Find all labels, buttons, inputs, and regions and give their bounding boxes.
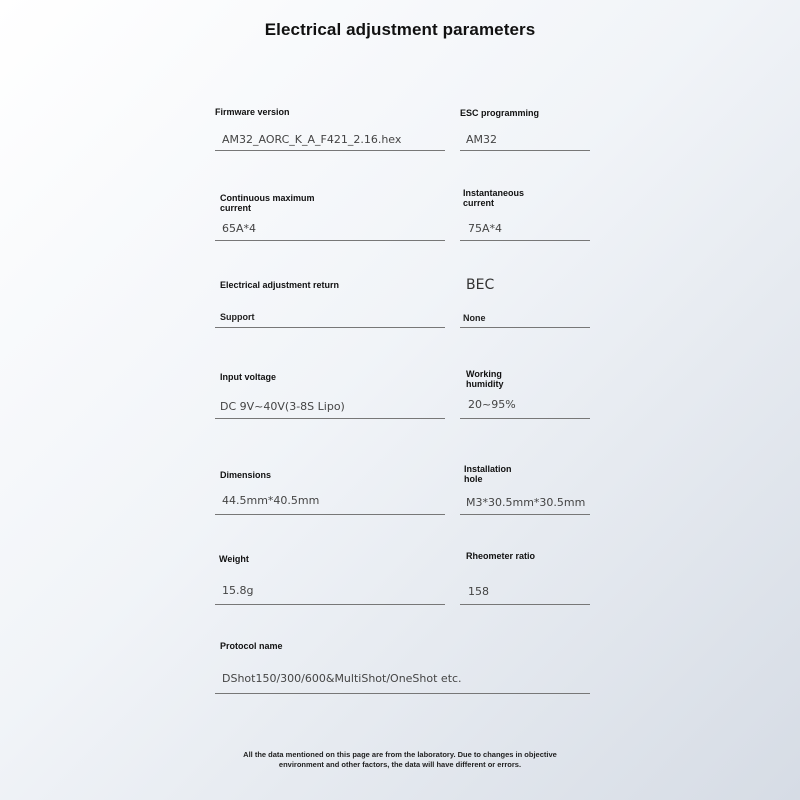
protocol-divider <box>215 693 590 694</box>
page-title: Electrical adjustment parameters <box>264 20 536 39</box>
protocol-label: Protocol name <box>220 641 283 651</box>
dimensions-label: Dimensions <box>220 470 272 480</box>
weight-value: 15.8g <box>222 584 254 597</box>
adjust-return-label: Electrical adjustment return <box>220 280 340 290</box>
weight-label: Weight <box>219 554 249 564</box>
input-voltage-value: DC 9V~40V(3-8S Lipo) <box>220 400 345 413</box>
humidity-label: Working humidity <box>466 369 504 389</box>
humidity-value: 20~95% <box>468 398 516 411</box>
install-hole-value: M3*30.5mm*30.5mm <box>466 496 586 509</box>
instant-current-value: 75A*4 <box>468 222 503 235</box>
adjust-return-value: Support <box>220 312 255 322</box>
install-hole-label: Installation hole <box>464 464 512 484</box>
continuous-current-divider <box>215 240 445 241</box>
adjust-return-divider <box>215 327 445 328</box>
bec-label: BEC <box>466 277 495 293</box>
weight-divider <box>215 604 445 605</box>
rheometer-label: Rheometer ratio <box>466 551 536 561</box>
disclaimer-footnote: All the data mentioned on this page are from the laboratory. Due to changes in objective environment and other factors, the data will have different or errors. <box>243 750 557 769</box>
humidity-divider <box>460 418 590 419</box>
esc-programming-value: AM32 <box>466 133 498 146</box>
dimensions-value: 44.5mm*40.5mm <box>222 494 320 507</box>
input-voltage-divider <box>215 418 445 419</box>
bec-divider <box>460 327 590 328</box>
input-voltage-label: Input voltage <box>220 372 276 382</box>
firmware-value: AM32_AORC_K_A_F421_2.16.hex <box>222 133 402 146</box>
firmware-label: Firmware version <box>215 107 290 117</box>
continuous-current-value: 65A*4 <box>222 222 257 235</box>
instant-current-label: Instantaneous current <box>463 188 525 208</box>
rheometer-divider <box>460 604 590 605</box>
esc-programming-divider <box>460 150 590 151</box>
instant-current-divider <box>460 240 590 241</box>
dimensions-divider <box>215 514 445 515</box>
rheometer-value: 158 <box>468 585 489 598</box>
continuous-current-label: Continuous maximum current <box>220 193 315 213</box>
bec-value: None <box>463 313 486 323</box>
install-hole-divider <box>460 514 590 515</box>
firmware-divider <box>215 150 445 151</box>
protocol-value: DShot150/300/600&MultiShot/OneShot etc. <box>222 672 462 685</box>
esc-programming-label: ESC programming <box>460 108 540 118</box>
